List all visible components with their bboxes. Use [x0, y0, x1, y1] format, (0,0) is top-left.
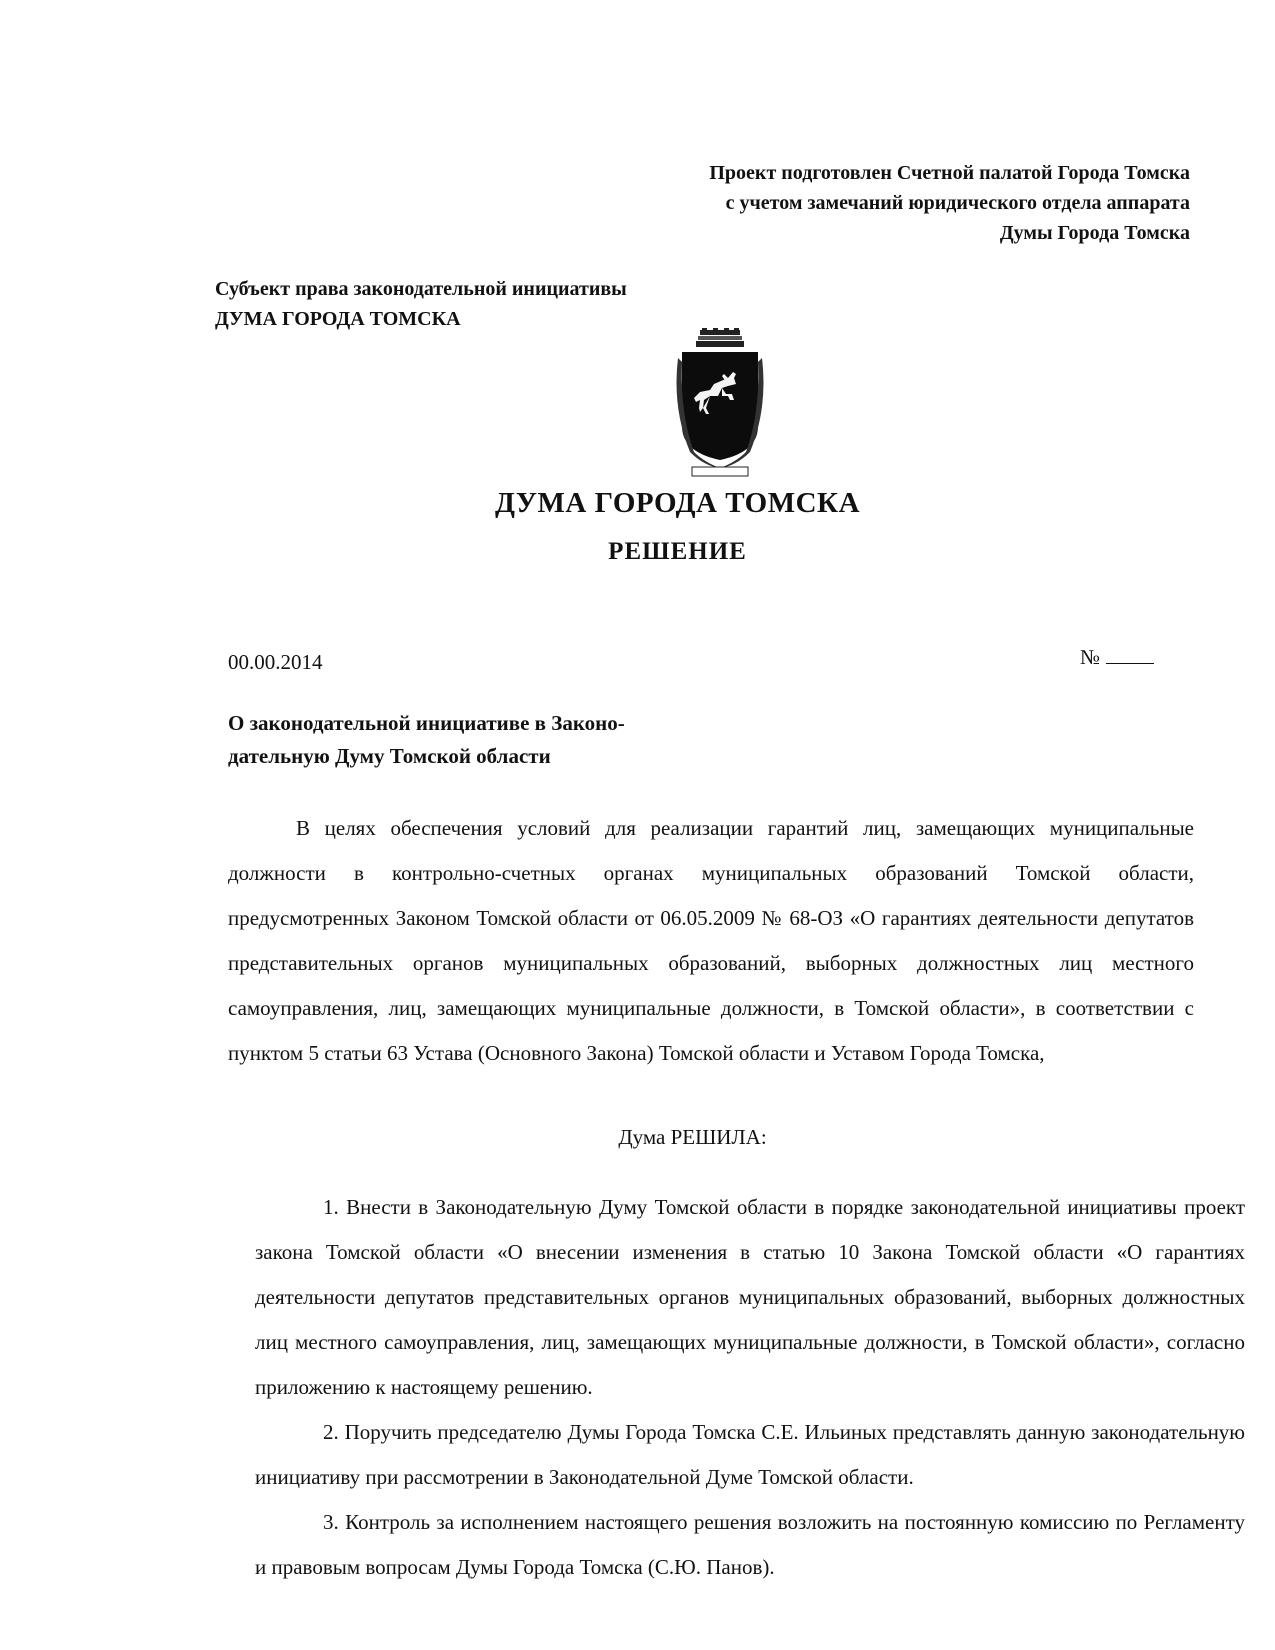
- coat-of-arms-icon: [670, 328, 770, 484]
- resolution-items: [255, 1185, 1245, 1590]
- prepared-note-line-3: Думы Города Томска: [999, 222, 1190, 244]
- document-number-blank: [1106, 663, 1154, 664]
- crown-icon: [696, 328, 744, 347]
- resolution-item: 1. Внести в Законодательную Думу Томской области в порядке законодательной инициативы проект закона Томской области «О внесении изменения в статью 10 Закона Томской области «О гарантиях деятельности депутатов представительных органов муниципальных образований, выборных должностных лиц местного самоуправления, лиц, замещающих муниципальные должности, в Томской области», согласно приложению к настоящему решению.: [255, 1195, 1245, 1399]
- prepared-note: [709, 158, 1190, 248]
- organization-title: ДУМА ГОРОДА ТОМСКА: [494, 487, 861, 519]
- decision-subject-title: [228, 707, 748, 773]
- document-date: 00.00.2014: [228, 650, 323, 674]
- document-type-title: РЕШЕНИЕ: [608, 538, 747, 565]
- initiative-subject: [215, 274, 627, 334]
- document-number-label: №: [1080, 645, 1101, 669]
- resolved-heading: Дума РЕШИЛА:: [618, 1125, 767, 1149]
- resolution-item: 3. Контроль за исполнением настоящего решения возложить на постоянную комиссию по Регламенту и правовым вопросам Думы Города Томска (С.Ю. Панов).: [255, 1510, 1245, 1579]
- prepared-note-line-2: с учетом замечаний юридического отдела аппарата: [725, 192, 1190, 214]
- ribbon-icon: [692, 467, 748, 476]
- initiative-subject-line-1: Субъект права законодательной инициативы: [215, 278, 627, 300]
- resolution-item: 2. Поручить председателю Думы Города Томска С.Е. Ильиных представлять данную законодательную инициативу при рассмотрении в Законодательной Думе Томской области.: [255, 1420, 1245, 1489]
- decision-subject-line-2: дательную Думу Томской области: [228, 744, 551, 768]
- shield-icon: [682, 352, 758, 460]
- initiative-subject-line-2: ДУМА ГОРОДА ТОМСКА: [215, 308, 461, 330]
- decision-subject-line-1: О законодательной инициативе в Законо-: [228, 711, 625, 735]
- document-number: [1080, 645, 1154, 670]
- preamble-paragraph: В целях обеспечения условий для реализации гарантий лиц, замещающих муниципальные должности в контрольно-счетных органах муниципальных образований Томской области, предусмотренных Законом Томской области от 06.05.2009 № 68-ОЗ «О гарантиях деятельности депутатов представительных органов муниципальных образований, выборных должностных лиц местного самоуправления, лиц, замещающих муниципальные должности, в Томской области», в соответствии с пунктом 5 статьи 63 Устава (Основного Закона) Томской области и Уставом Города Томска,: [228, 816, 1194, 1065]
- prepared-note-line-1: Проект подготовлен Счетной палатой Города Томска: [709, 162, 1190, 184]
